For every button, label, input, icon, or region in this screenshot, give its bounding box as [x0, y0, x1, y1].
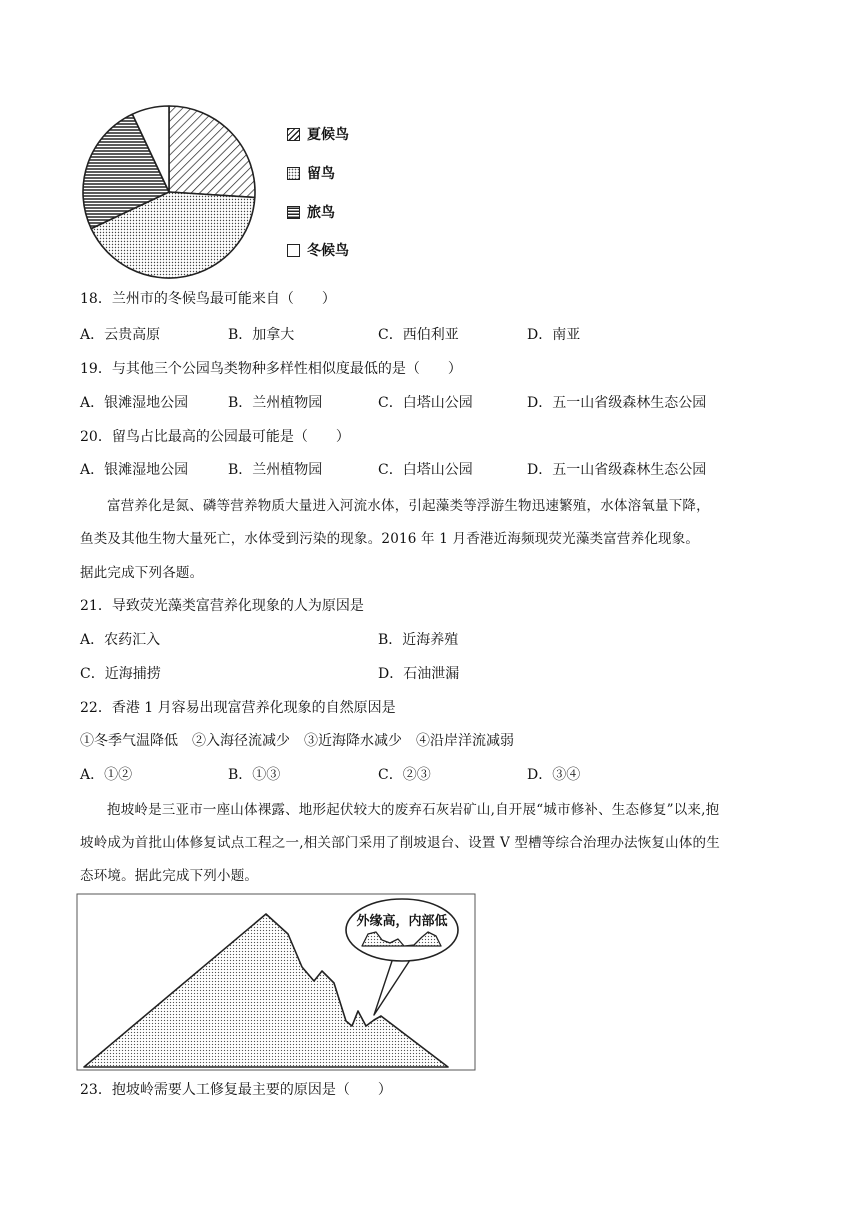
legend-item-resident [287, 163, 335, 183]
legend-item-passage [287, 202, 335, 222]
question-20-stem: 20．留鸟占比最高的公园最可能是（ ） [80, 429, 350, 445]
question-19-stem: 19．与其他三个公园鸟类物种多样性相似度最低的是（ ） [80, 361, 462, 377]
passage-1-line-2: 鱼类及其他生物大量死亡，水体受到污染的现象。2016 年 1 月香港近海频现荧光藻类富营养化现象。 [80, 531, 700, 547]
pie-chart [78, 102, 288, 282]
passage-2-line-2: 坡岭成为首批山体修复试点工程之一,相关部门采用了削坡退台、设置 V 型槽等综合治理办法恢复山体的生 [80, 835, 720, 851]
question-18-stem: 18．兰州市的冬候鸟最可能来自（ ） [80, 291, 336, 307]
blank-swatch-icon [287, 244, 300, 257]
question-22-option-b: B．①③ [228, 767, 281, 783]
question-21-option-b: B．近海养殖 [378, 632, 459, 648]
question-22-choices: ①冬季气温降低 ②入海径流减少 ③近海降水减少 ④沿岸洋流减弱 [80, 733, 514, 749]
passage-2-line-3: 态环境。据此完成下列小题。 [80, 868, 259, 884]
question-23-stem: 23．抱坡岭需要人工修复最主要的原因是（ ） [80, 1082, 392, 1098]
question-21-option-d: D．石油泄漏 [378, 666, 460, 682]
question-21-option-a: A．农药汇入 [80, 632, 161, 648]
question-18-option-b: B．加拿大 [228, 327, 295, 343]
hatch-swatch-icon [287, 128, 300, 141]
question-20-option-c: C．白塔山公园 [378, 462, 473, 478]
question-20-option-d: D．五一山省级森林生态公园 [527, 462, 707, 478]
question-22-stem: 22．香港 1 月容易出现富营养化现象的自然原因是 [80, 700, 396, 716]
callout-pointer [374, 955, 412, 1015]
pie-slice-1 [169, 106, 255, 197]
callout-text: 外缘高，内部低 [356, 914, 448, 929]
question-20-option-b: B．兰州植物园 [228, 462, 323, 478]
question-22-option-d: D．③④ [527, 767, 581, 783]
legend-label: 夏候鸟 [307, 127, 349, 143]
question-19-option-a: A．银滩湿地公园 [80, 395, 189, 411]
legend-item-winter [287, 240, 349, 260]
legend-label: 冬候鸟 [307, 243, 349, 259]
passage-1-line-1: 富营养化是氮、磷等营养物质大量进入河流水体，引起藻类等浮游生物迅速繁殖，水体溶氧量下降， [107, 498, 710, 514]
question-22-option-a: A．①② [80, 767, 133, 783]
question-21-stem: 21．导致荧光藻类富营养化现象的人为原因是 [80, 598, 364, 614]
legend-item-summer [287, 124, 349, 144]
stripes-swatch-icon [287, 206, 300, 219]
question-18-option-a: A．云贵高原 [80, 327, 161, 343]
dots-swatch-icon [287, 167, 300, 180]
passage-2-line-1: 抱坡岭是三亚市一座山体裸露、地形起伏较大的废弃石灰岩矿山,自开展“城市修补、生态修复”以来,抱 [107, 802, 720, 818]
question-20-option-a: A．银滩湿地公园 [80, 462, 189, 478]
callout-bubble [346, 899, 458, 961]
question-18-option-c: C．西伯利亚 [378, 327, 459, 343]
mountain-diagram [76, 893, 476, 1073]
question-21-option-c: C．近海捕捞 [80, 666, 161, 682]
passage-1-line-3: 据此完成下列各题。 [80, 565, 204, 581]
question-18-option-d: D．南亚 [527, 327, 581, 343]
question-19-option-c: C．白塔山公园 [378, 395, 473, 411]
legend-label: 留鸟 [307, 166, 335, 182]
legend-label: 旅鸟 [307, 205, 335, 221]
question-19-option-d: D．五一山省级森林生态公园 [527, 395, 707, 411]
question-19-option-b: B．兰州植物园 [228, 395, 323, 411]
question-22-option-c: C．②③ [378, 767, 431, 783]
